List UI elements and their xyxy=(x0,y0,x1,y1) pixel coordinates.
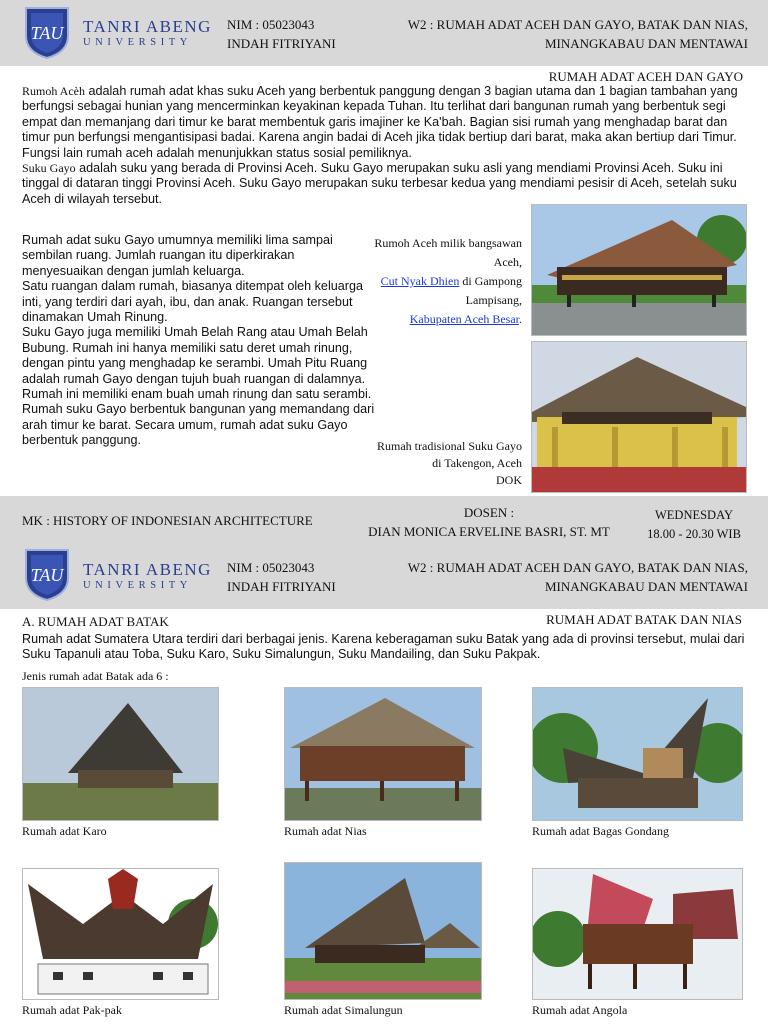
section-title-aceh: RUMAH ADAT ACEH DAN GAYO xyxy=(548,69,743,84)
svg-text:TAU: TAU xyxy=(30,565,64,585)
student-nim-2: NIM : 05023043 xyxy=(227,560,315,575)
photo-rumah-karo xyxy=(22,687,219,821)
batak-types-heading: Jenis rumah adat Batak ada 6 : xyxy=(22,669,169,683)
week-topic-2-line1: W2 : RUMAH ADAT ACEH DAN GAYO, BATAK DAN NIAS, xyxy=(407,560,748,575)
student-nim: NIM : 05023043 xyxy=(227,17,315,32)
caption-rumah-angola: Rumah adat Angola xyxy=(532,1003,628,1017)
university-name-line2-2: UNIVERSITY xyxy=(83,580,192,591)
gayo-text-1: Rumah adat suku Gayo umumnya memiliki lima sampai sembilan ruang. Jumlah ruangan itu diperkirakan menyesuaikan dengan jumlah keluarga. xyxy=(22,233,333,278)
link-cut-nyak-dhien[interactable]: Cut Nyak Dhien xyxy=(380,274,460,288)
photo-rumah-bagas-gondang xyxy=(532,687,743,821)
student-info xyxy=(227,15,336,53)
university-logo-icon xyxy=(24,6,70,60)
week-topic-line2: MINANGKABAU DAN MENTAWAI xyxy=(544,36,748,51)
student-name-2: INDAH FITRIYANI xyxy=(227,579,336,594)
caption-rumah-gayo-text: Rumah tradisional Suku Gayo di Takengon, Aceh xyxy=(377,439,522,470)
paragraph-rumoh-aceh-text: adalah rumah adat khas suku Aceh yang berbentuk panggung dengan 3 bagian utama dan 1 bagian tambahan yang berfungsi sebagai hunian yang mencerminkan keyakinan kepada Tuhan. Itu terlihat dari bangunan rumah yang berbentuk segi empat dan memanjang dari timur ke barat membentuk garis imajiner ke Ka'bah. Bagian sisi rumah yang menghadap barat dan timur pun berfungsi mengantisipasi badai. Karena angin badai di Aceh jika tidak bertiup dari barat, maka akan bertiup dari Timur. Fungsi lain rumah aceh adalah menunjukkan status sosial pemiliknya. xyxy=(22,84,738,160)
caption-rumah-bagas-gondang: Rumah adat Bagas Gondang xyxy=(532,824,669,838)
course-name: MK : HISTORY OF INDONESIAN ARCHITECTURE xyxy=(22,513,313,528)
caption-rumah-gayo-dok: DOK xyxy=(496,473,522,487)
caption-rumah-karo: Rumah adat Karo xyxy=(22,824,107,838)
photo-rumah-nias xyxy=(284,687,482,821)
university-name xyxy=(83,18,212,50)
caption-rumah-simalungun: Rumah adat Simalungun xyxy=(284,1003,403,1017)
caption-rumoh-aceh xyxy=(360,234,522,329)
caption-rumah-pak-pak: Rumah adat Pak-pak xyxy=(22,1003,122,1017)
photo-rumah-pak-pak xyxy=(22,868,219,1000)
week-topic xyxy=(408,15,748,53)
term-rumoh-aceh: Rumoh Acèh xyxy=(22,84,85,98)
university-logo-icon-2 xyxy=(24,548,70,602)
photo-rumah-gayo xyxy=(531,341,747,493)
gayo-text-3: Suku Gayo juga memiliki Umah Belah Rang atau Umah Belah Bubung. Rumah ini hanya memiliki satu deret umah rinung, dengan pintu yang menghadap ke serambi. Umah Pitu Ruang adalah rumah Gayo dengan tujuh buah ruangan di dalamnya. Rumah ini memiliki enam buah umah rinung dan satu serambi. Rumah suku Gayo berbentuk bangunan yang memandang dari arah timur ke barat. Secara umum, rumah adat suku Gayo berbentuk panggung. xyxy=(22,325,375,448)
svg-text:TAU: TAU xyxy=(30,23,64,43)
lecturer-label: DOSEN : xyxy=(463,505,515,520)
paragraph-rumoh-aceh xyxy=(22,84,748,207)
caption-rumah-gayo xyxy=(370,438,522,489)
caption-rumah-nias: Rumah adat Nias xyxy=(284,824,367,838)
link-kabupaten-aceh-besar[interactable]: Kabupaten Aceh Besar xyxy=(409,312,519,326)
university-name-line1: TANRI ABENG xyxy=(83,17,212,36)
student-name: INDAH FITRIYANI xyxy=(227,36,336,51)
paragraph-batak-intro: Rumah adat Sumatera Utara terdiri dari berbagai jenis. Karena keberagaman suku Batak yang ada di provinsi tersebut, mulai dari Suku Tapanuli atau Toba, Suku Karo, Suku Simalungun, Suku Mandailing, dan Suku Pakpak. xyxy=(22,632,745,662)
term-suku-gayo: Suku Gayo xyxy=(22,161,76,176)
photo-rumoh-aceh xyxy=(531,204,747,336)
section-title-batak: RUMAH ADAT BATAK DAN NIAS xyxy=(546,612,742,627)
paragraph-gayo-house xyxy=(22,233,378,449)
schedule xyxy=(630,506,758,544)
week-topic-2 xyxy=(408,558,748,596)
photo-rumah-angola xyxy=(532,868,743,1000)
paragraph-suku-gayo-text: adalah suku yang berada di Provinsi Aceh. Suku Gayo merupakan suku asli yang mendiami Provinsi Aceh. Suku ini tinggal di dataran tinggi Provinsi Aceh. Suku Gayo merupakan suku terbesar kedua yang mendiami pesisir di Aceh, setelah suku Aceh di wilayah tersebut. xyxy=(22,161,737,206)
lecturer xyxy=(364,503,614,541)
caption-rumoh-aceh-text-b: di Gampong Lampisang, xyxy=(459,274,522,307)
section-a-heading: A. RUMAH ADAT BATAK xyxy=(22,614,169,629)
schedule-day: WEDNESDAY xyxy=(654,508,733,522)
lecturer-name: DIAN MONICA ERVELINE BASRI, ST. MT xyxy=(368,524,610,539)
university-name-2 xyxy=(83,561,212,593)
schedule-time: 18.00 - 20.30 WIB xyxy=(647,527,741,541)
gayo-text-2: Satu ruangan dalam rumah, biasanya ditempat oleh keluarga inti, yang terdiri dari ayah, ibu, dan anak. Ruangan tersebut dinamakan Umah Rinung. xyxy=(22,279,363,325)
photo-rumah-simalungun xyxy=(284,862,482,1000)
caption-rumoh-aceh-text-c: . xyxy=(519,312,522,326)
university-name-line1-2: TANRI ABENG xyxy=(83,560,212,579)
student-info-2 xyxy=(227,558,336,596)
week-topic-2-line2: MINANGKABAU DAN MENTAWAI xyxy=(544,579,748,594)
week-topic-line1: W2 : RUMAH ADAT ACEH DAN GAYO, BATAK DAN NIAS, xyxy=(407,17,748,32)
caption-rumoh-aceh-text-a: Rumoh Aceh milik bangsawan Aceh, xyxy=(374,236,522,269)
university-name-line2: UNIVERSITY xyxy=(83,37,192,48)
